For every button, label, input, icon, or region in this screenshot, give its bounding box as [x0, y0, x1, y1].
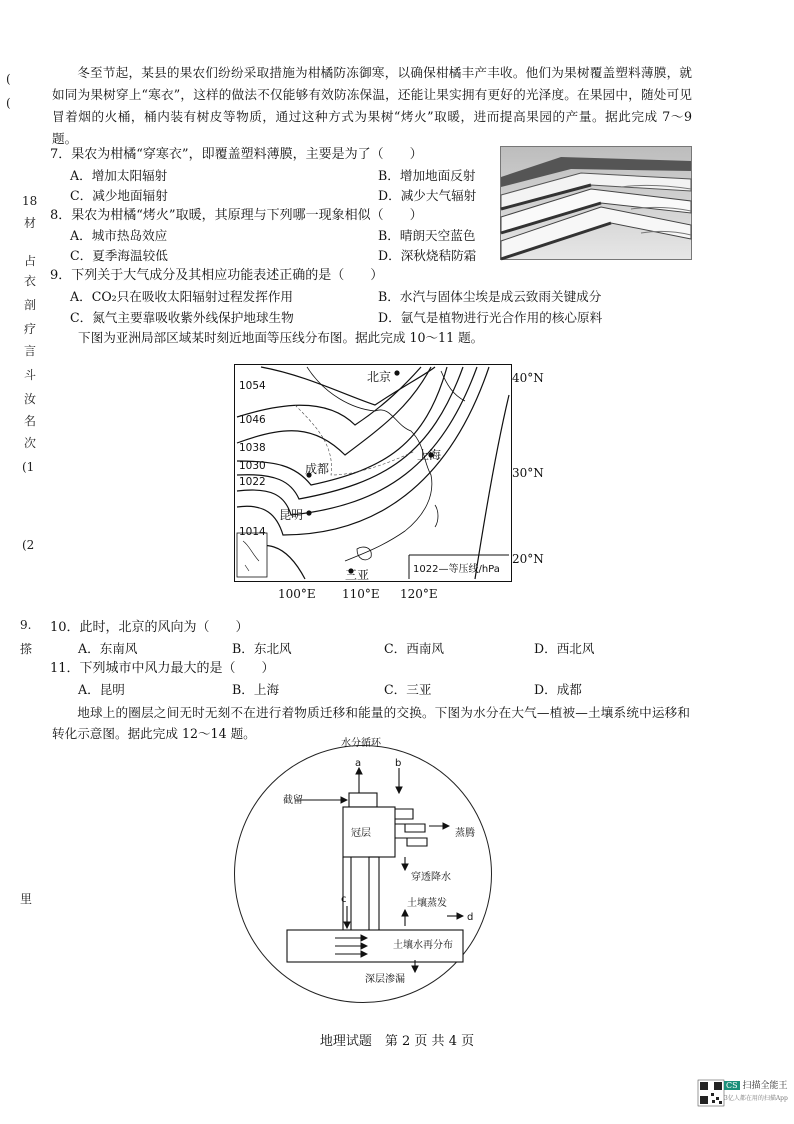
intro-10-11: 下图为亚洲局部区域某时刻近地面等压线分布图。据此完成 10～11 题。 [78, 330, 484, 345]
q8-option-d: D．深秋烧秸防霜 [378, 248, 477, 263]
isobar-label: 1022 [239, 476, 266, 488]
q11-option-d: D．成都 [534, 682, 582, 697]
city-label-sanya: 三亚 [345, 568, 370, 582]
water-cycle-diagram [234, 738, 492, 1003]
q10-option-b: B．东北风 [232, 641, 292, 656]
isobar-label: 1030 [239, 460, 266, 472]
q7-option-a: A．增加太阳辐射 [70, 168, 168, 183]
lat-label: 30°N [512, 466, 544, 480]
scanner-badge: CS [726, 1081, 738, 1090]
city-label-beijing: 北京 [367, 370, 392, 384]
margin-mark: (1 [22, 460, 35, 474]
page-footer: 地理试题 第 2 页 共 4 页 [319, 1034, 475, 1049]
isobar-map [234, 364, 512, 582]
diagram-redistribution: 土壤水再分布 [393, 940, 453, 951]
question-11-stem: 11．下列城市中风力最大的是（ ） [50, 661, 275, 676]
q9-option-c: C．氮气主要靠吸收紫外线保护地球生物 [70, 310, 294, 325]
margin-mark: 汝 [24, 392, 37, 406]
q9-option-d: D．氩气是植物进行光合作用的核心原料 [378, 310, 603, 325]
intro-12-14: 地球上的圈层之间无时无刻不在进行着物质迁移和能量的交换。下图为水分在大气—植被—土壤系统中运移和转化示意图。据此完成 12～14 题。 [52, 705, 690, 741]
isobar-label: 1014 [239, 526, 266, 538]
diagram-transpiration: 蒸腾 [455, 828, 475, 839]
diagram-label-a: a [355, 758, 362, 769]
diagram-title: 水分循环 [341, 738, 381, 749]
scanner-name: 扫描全能王 [742, 1081, 788, 1091]
diagram-soil-evaporation: 土壤蒸发 [407, 898, 447, 909]
map-legend: 1022—等压线/hPa [413, 564, 500, 575]
margin-mark: 名 [24, 414, 37, 428]
q10-option-a: A．东南风 [78, 641, 138, 656]
question-8-stem: 8．果农为柑橘“烤火”取暖，其原理与下列哪一现象相似（ ） [50, 208, 423, 223]
margin-mark: 疗 [24, 322, 37, 336]
q8-option-b: B．晴朗天空蓝色 [378, 228, 476, 243]
margin-mark: 衣 [24, 274, 37, 288]
isobar-label: 1046 [239, 414, 266, 426]
lat-label: 40°N [512, 371, 544, 385]
q7-option-d: D．减少大气辐射 [378, 188, 477, 203]
isobar-label: 1038 [239, 442, 266, 454]
margin-mark: ( [6, 96, 11, 110]
intro-7-9: 冬至节起，某县的果农们纷纷采取措施为柑橘防冻御寒，以确保柑橘丰产丰收。他们为果树覆盖塑料薄膜，就如同为果树穿上“寒衣”，这样的做法不仅能够有效防冻保温，还能让果实拥有更好的光泽度。在果园中，随处可见冒着烟的火桶，桶内装有树皮等物质，通过这种方式为果树“烤火”取暖，进而提高果园的产量。据此完成 7～9 题。 [52, 65, 692, 146]
q10-option-c: C．西南风 [384, 641, 445, 656]
question-7-stem: 7．果农为柑橘“穿寒衣”，即覆盖塑料薄膜，主要是为了（ ） [50, 147, 423, 162]
diagram-canopy: 冠层 [351, 828, 371, 839]
margin-mark: 次 [24, 436, 37, 450]
margin-mark: 里 [20, 892, 33, 906]
scanner-sub: 3亿人都在用的扫描App [724, 1095, 788, 1102]
diagram-label-c: c [341, 894, 347, 905]
question-10-stem: 10．此时，北京的风向为（ ） [50, 620, 249, 635]
q11-option-a: A．昆明 [78, 682, 125, 697]
q11-option-b: B．上海 [232, 682, 280, 697]
q7-option-b: B．增加地面反射 [378, 168, 476, 183]
scanner-watermark [724, 1080, 788, 1105]
margin-mark: (2 [22, 538, 35, 552]
margin-mark: 言 [24, 344, 37, 358]
lon-label: 110°E [342, 587, 380, 601]
margin-mark: 斗 [24, 368, 37, 382]
q8-option-c: C．夏季海温较低 [70, 248, 168, 263]
q9-option-a: A．CO₂只在吸收太阳辐射过程发挥作用 [70, 289, 294, 304]
qr-code-icon [698, 1080, 724, 1106]
margin-mark: 占 [24, 254, 37, 268]
margin-mark: ( [6, 72, 11, 86]
city-label-chengdu: 成都 [305, 462, 330, 476]
lat-label: 20°N [512, 552, 544, 566]
q11-option-c: C．三亚 [384, 682, 432, 697]
lon-label: 100°E [278, 587, 316, 601]
q7-option-c: C．减少地面辐射 [70, 188, 168, 203]
margin-mark: 搽 [20, 642, 33, 656]
q10-option-d: D．西北风 [534, 641, 595, 656]
diagram-throughfall: 穿透降水 [411, 872, 451, 883]
question-9-stem: 9．下列关于大气成分及其相应功能表述正确的是（ ） [50, 268, 384, 283]
margin-mark: 材 [24, 216, 37, 230]
diagram-label-b: b [395, 758, 402, 769]
city-label-shanghai: 上海 [417, 448, 442, 462]
isobar-label: 1054 [239, 380, 266, 392]
q8-option-a: A．城市热岛效应 [70, 228, 168, 243]
orchard-plastic-film-photo [500, 146, 692, 260]
city-label-kunming: 昆明 [279, 508, 304, 522]
margin-mark: 剖 [24, 298, 37, 312]
diagram-deep-percolation: 深层渗漏 [365, 974, 405, 985]
q9-option-b: B．水汽与固体尘埃是成云致雨关键成分 [378, 289, 602, 304]
diagram-interception: 截留 [283, 795, 303, 806]
diagram-label-d: d [467, 912, 474, 923]
lon-label: 120°E [400, 587, 438, 601]
margin-mark: 9. [20, 618, 32, 632]
margin-mark: 18 [22, 194, 38, 208]
